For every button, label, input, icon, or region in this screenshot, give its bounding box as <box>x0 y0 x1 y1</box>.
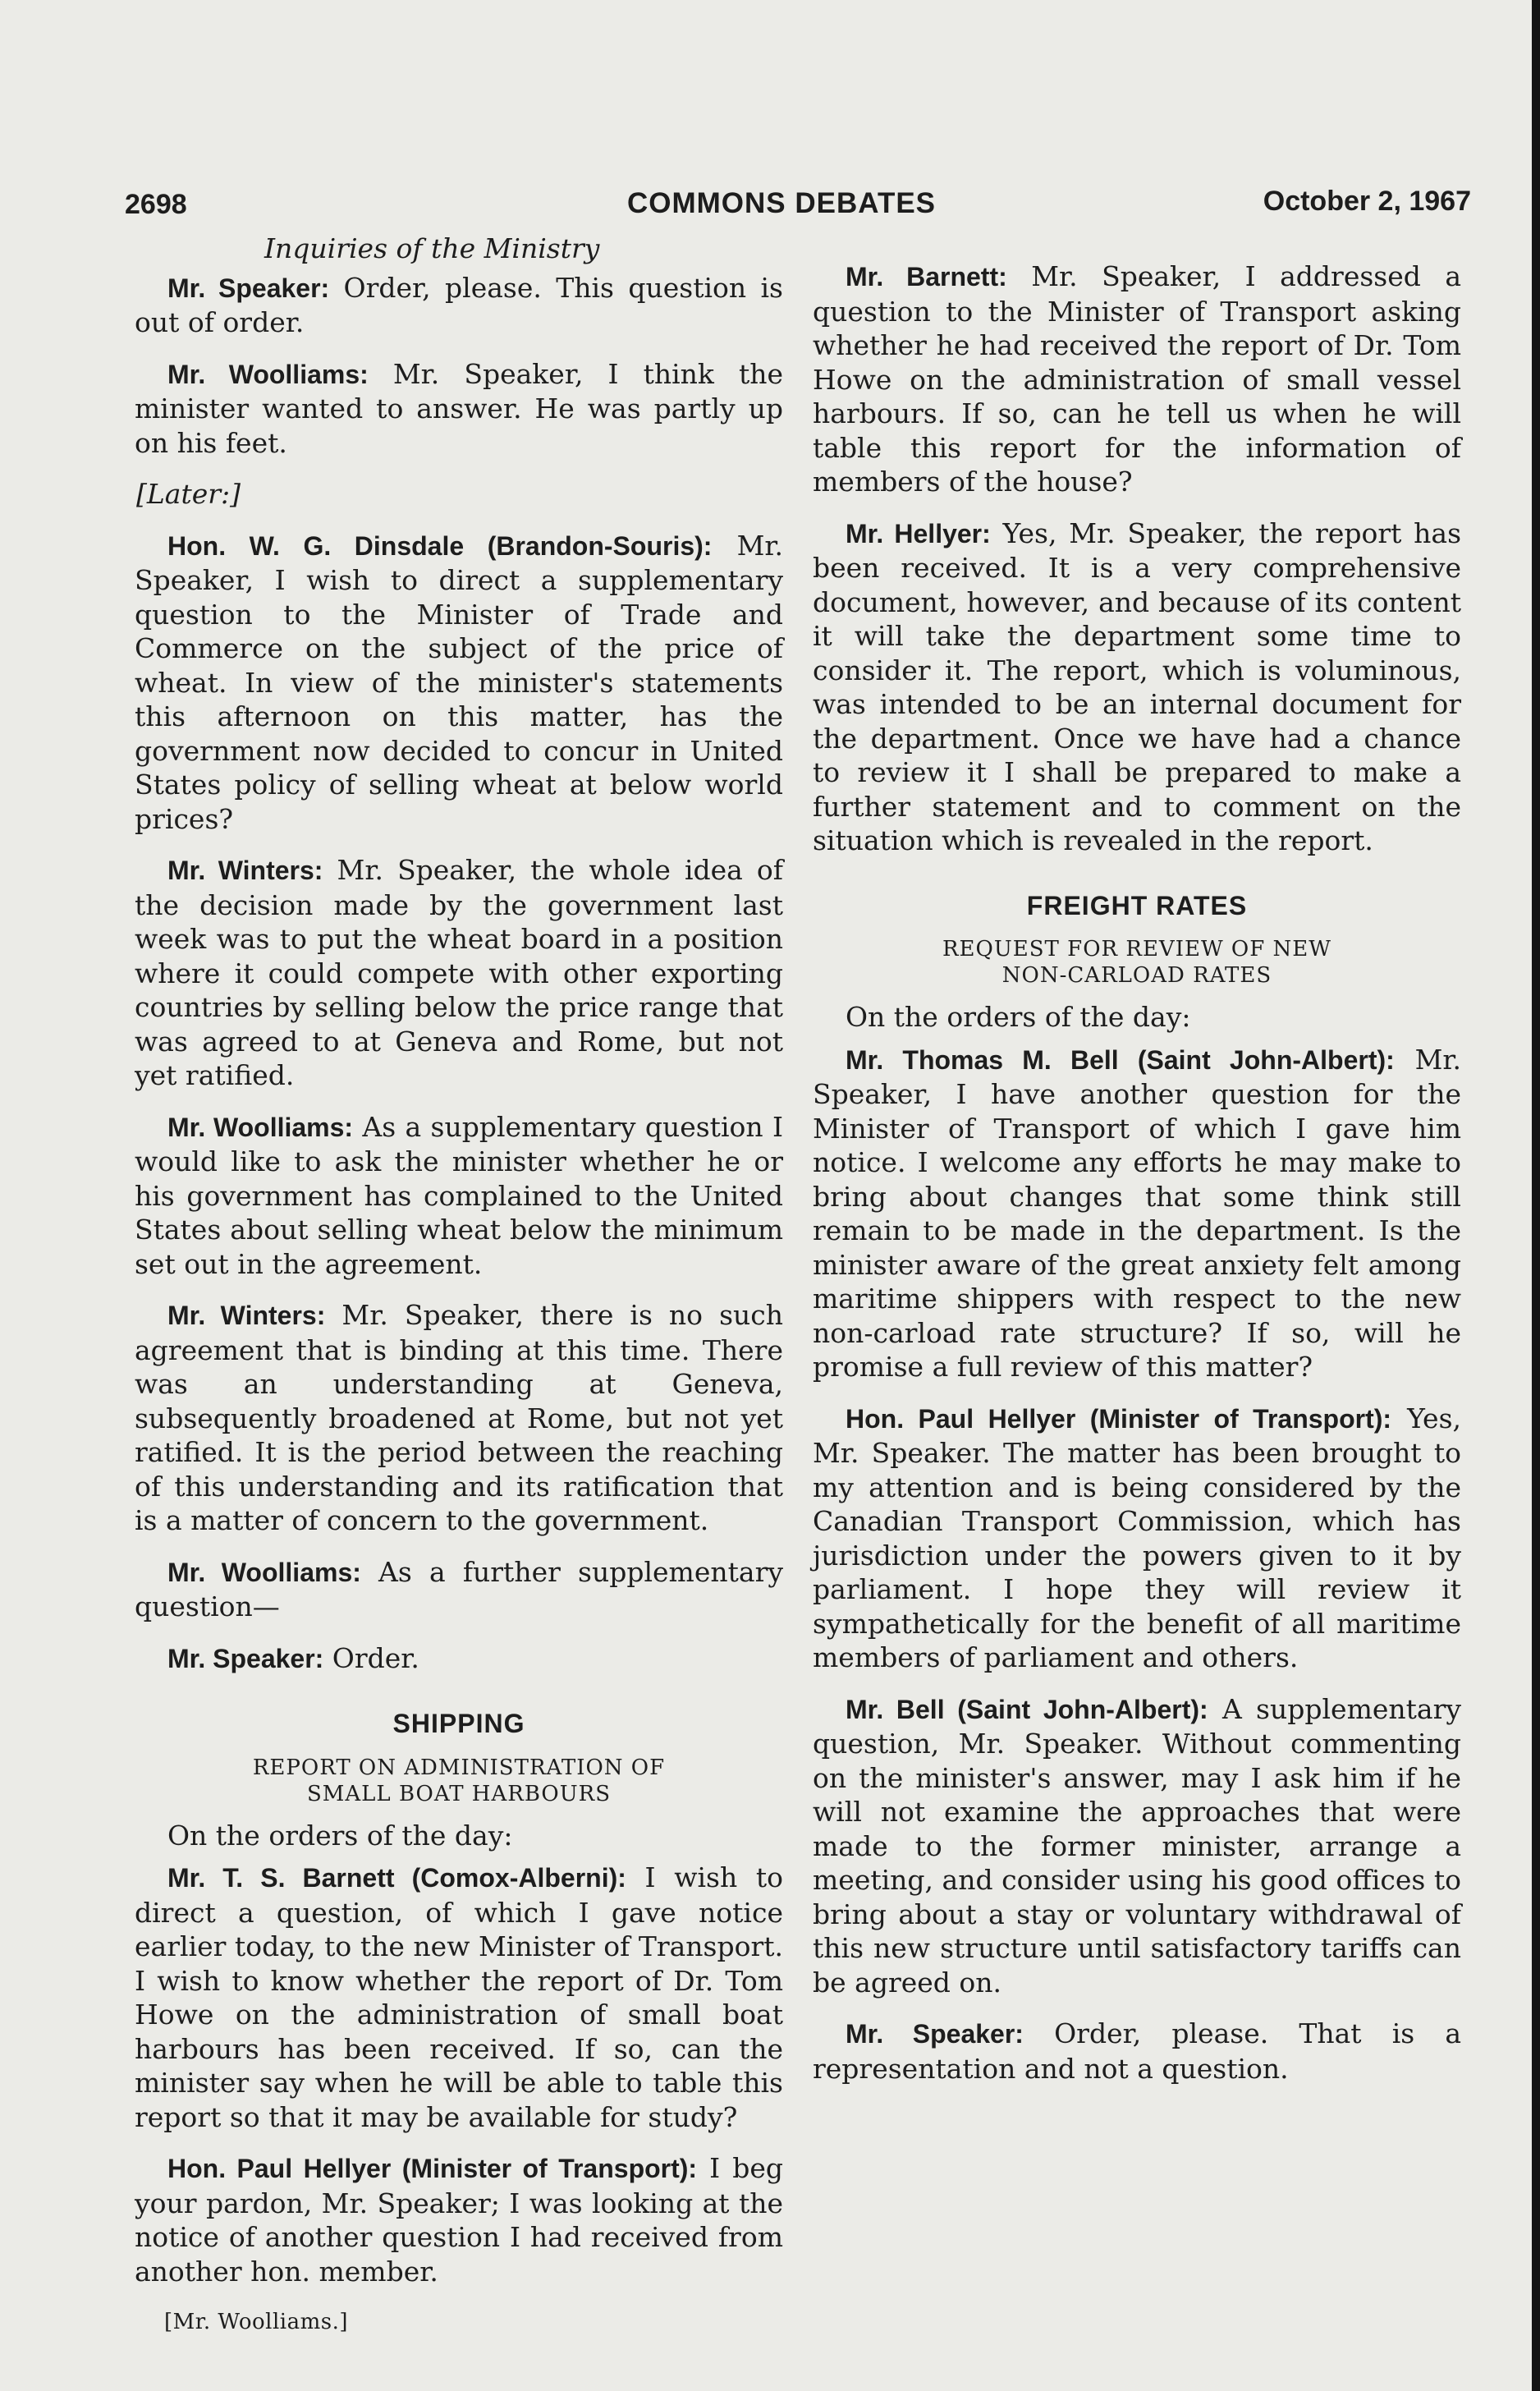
paragraph <box>813 1402 1461 1675</box>
running-head: Inquiries of the Ministry <box>264 232 600 264</box>
subheading-line: REQUEST FOR REVIEW OF NEW <box>942 937 1332 961</box>
section-subheading <box>135 1755 783 1807</box>
speech-text: As a supplementary question I would like to ask the minister whether he or his government has complained to the United States about selling wheat below the minimum set out in the agreement. <box>135 1110 784 1280</box>
speaker-name: Mr. Barnett: <box>846 262 1007 291</box>
paragraph <box>135 1110 783 1282</box>
speech-text: Mr. Speaker, I addressed a question to the Minister of Transport asking whether he had received the report of Dr. Tom Howe on the administration of small vessel harbours. If so, can he tell us when he will table this report for the information of members of the house? <box>813 260 1461 498</box>
paragraph <box>135 1861 783 2134</box>
footer-reference: [Mr. Woolliams.] <box>164 2310 348 2334</box>
paragraph <box>813 2017 1461 2086</box>
paragraph <box>813 1043 1461 1384</box>
paragraph <box>813 259 1461 499</box>
orders-of-day: On the orders of the day: <box>846 1001 1191 1033</box>
paragraph <box>135 1555 783 1624</box>
speaker-name: Mr. Speaker: <box>846 2019 1024 2049</box>
paragraph <box>813 1692 1461 2000</box>
section-subheading <box>813 936 1461 989</box>
speaker-name: Hon. W. G. Dinsdale (Brandon-Souris): <box>167 530 713 561</box>
speech-text: I beg your pardon, Mr. Speaker; I was looking at the notice of another question I had received from another hon. member. <box>135 2152 784 2288</box>
speech-text: A supplementary question, Mr. Speaker. Without commenting on the minister's answer, may I ask him if he will not examine the approaches that were made to the former minister, arrange a meeting, and consider using his good offices to bring about a stay or voluntary withdrawal of this new structure until satisfactory tariffs can be agreed on. <box>813 1692 1462 1999</box>
speech-text: Yes, Mr. Speaker. The matter has been brought to my attention and is being considered by the Canadian Transport Commission, which has jurisdiction under the powers given to it by parliament. I hope they will review it sympathetically for the benefit of all maritime members of parliament and others. <box>813 1402 1461 1673</box>
speaker-name: Hon. Paul Hellyer (Minister of Transport): <box>846 1403 1392 1434</box>
speaker-name: Mr. Hellyer: <box>846 518 991 548</box>
speech-text: Mr. Speaker, I have another question for the Minister of Transport of which I gave him notice. I welcome any efforts he may make to bring about changes that some think still remain to be made in the department. Is the minister aware of the great anxiety felt among maritime shippers with respect to the new non-carload rate structure? If so, will he promise a full review of this matter? <box>813 1043 1462 1383</box>
paragraph <box>135 1641 783 1677</box>
paragraph <box>135 853 783 1093</box>
paragraph <box>813 516 1461 858</box>
speaker-name: Mr. Bell (Saint John-Albert): <box>846 1694 1208 1724</box>
left-column <box>135 232 783 2340</box>
speech-text: Mr. Speaker, there is no such agreement that is binding at this time. There was an understanding at Geneva, subsequently broadened at Rome, but not yet ratified. It is the period between the reaching of this understanding and its ratification that is a matter of concern to the government. <box>135 1299 783 1536</box>
speaker-name: Mr. T. S. Barnett (Comox-Alberni): <box>167 1863 626 1893</box>
right-column <box>813 259 1461 2103</box>
page-number: 2698 <box>125 189 187 220</box>
subheading-line: SMALL BOAT HARBOURS <box>306 1781 612 1806</box>
speech-text: Order, please. This question is out of order. <box>135 271 783 338</box>
paragraph <box>135 357 783 461</box>
page-header <box>125 182 1471 232</box>
speech-text: Mr. Speaker, the whole idea of the decision made by the government last week was to put the wheat board in a position where it could compete with other exporting countries by selling below the price range that was agreed to at Geneva and Rome, but not yet ratified. <box>135 854 783 1091</box>
speaker-name: Hon. Paul Hellyer (Minister of Transport): <box>167 2154 698 2183</box>
speaker-name: Mr. Woolliams: <box>167 359 369 389</box>
section-title: SHIPPING <box>392 1709 525 1738</box>
speech-text: Yes, Mr. Speaker, the report has been received. It is a very comprehensive document, however, and because of its content it will take the department some time to consider it. The report, which is voluminous, was intended to be an internal document for the department. Once we have had a chance to review it I shall be prepared to make a further statement and to comment on the situation which is revealed in the report. <box>813 516 1462 856</box>
speaker-name: Mr. Speaker: <box>167 273 330 303</box>
section-title: FREIGHT RATES <box>1026 890 1248 920</box>
speech-text: Order, please. That is a representation and not a question. <box>813 2017 1461 2085</box>
issue-date: October 2, 1967 <box>1263 186 1471 217</box>
speech-text: Mr. Speaker, I think the minister wanted to answer. He was partly up on his feet. <box>135 357 783 459</box>
speaker-name: Mr. Winters: <box>167 856 323 885</box>
speaker-name: Mr. Winters: <box>167 1301 326 1330</box>
page-edge <box>1532 0 1540 2391</box>
speaker-name: Mr. Woolliams: <box>167 1112 354 1142</box>
speaker-name: Mr. Woolliams: <box>167 1557 361 1587</box>
later-marker: [Later:] <box>136 478 241 510</box>
speech-text: As a further supplementary question— <box>135 1555 783 1622</box>
orders-of-day: On the orders of the day: <box>167 1819 513 1852</box>
speech-text: I wish to direct a question, of which I gave notice earlier today, to the new Minister of Transport. I wish to know whether the report of Dr. Tom Howe on the administration of small boat harbours has been received. If so, can the minister say when he will be able to table this report so that it may be available for study? <box>135 1861 784 2133</box>
speaker-name: Mr. Speaker: <box>167 1643 324 1673</box>
subheading-line: REPORT ON ADMINISTRATION OF <box>252 1755 666 1780</box>
speaker-name: Mr. Thomas M. Bell (Saint John-Albert): <box>846 1044 1395 1075</box>
paragraph <box>135 2151 783 2288</box>
paragraph <box>135 271 783 340</box>
subheading-line: NON-CARLOAD RATES <box>1001 963 1272 988</box>
paragraph <box>135 529 783 837</box>
speech-text: Mr. Speaker, I wish to direct a supplementary question to the Minister of Trade and Commerce on the subject of the price of wheat. In view of the minister's statements this afternoon on this matter, has the government now decided to concur in United States policy of selling wheat at below world prices? <box>135 529 784 835</box>
journal-title: COMMONS DEBATES <box>627 187 937 219</box>
paragraph <box>135 1298 783 1538</box>
speech-text: Order. <box>323 1641 419 1674</box>
